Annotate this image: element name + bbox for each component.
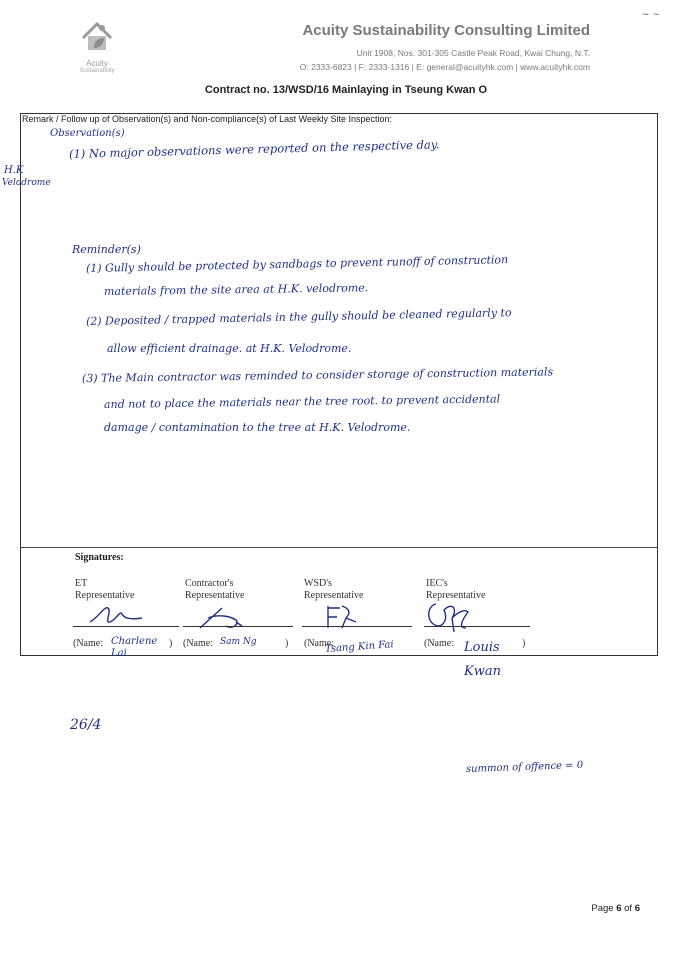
company-name: Acuity Sustainability Consulting Limited [302,22,590,39]
wsd-name-label: (Name: [304,638,334,649]
contractor-name: Sam Ng [220,637,257,647]
wsd-name: Tsang Kin Fai [324,639,394,655]
date-note: 26/4 [70,717,102,733]
reminder-line: damage / contamination to the tree at H.K. Velodrome. [104,421,411,434]
et-signature-line [73,626,179,627]
contractor-close-paren: ) [285,638,289,649]
reminder-line: (1) Gully should be protected by sandbags to prevent runoff of construction [85,253,509,275]
reminder-line: (3) The Main contractor was reminded to consider storage of construction materials [81,365,554,385]
wsd-signature-line [302,626,412,627]
page-number: Page 6 of 6 [591,903,640,914]
contract-title: Contract no. 13/WSD/16 Mainlaying in Tseung Kwan O [204,84,488,96]
remark-label: Remark / Follow up of Observation(s) and Non-compliance(s) of Last Weekly Site Inspection: [22,114,392,124]
et-close-paren: ) [169,638,173,649]
et-role: ET Representative [75,578,135,601]
reminder-line: (2) Deposited / trapped materials in the gully should be cleaned regularly to [85,306,512,328]
margin-note-line-2: Velodrome [2,178,51,188]
company-contact: O: 2333-6823 | F: 2333-1316 | E: general@acuityhk.com | www.acuityhk.com [299,62,590,72]
et-name-label: (Name: [73,638,103,649]
wsd-role: WSD's Representative [304,578,364,601]
contractor-role: Contractor's Representative [185,578,245,601]
observation-item: (1) No major observations were reported on the respective day. [68,137,440,161]
reminder-line: and not to place the materials near the tree root. to prevent accidental [103,392,501,411]
margin-note-line-1: H.K [4,165,24,176]
observation-heading: Observation(s) [50,128,125,139]
company-logo [62,18,132,76]
iec-close-paren: ) [522,638,526,649]
iec-role: IEC's Representative [426,578,486,601]
contractor-signature [196,604,252,634]
iec-name: Louis Kwan [464,640,501,679]
iec-signature [422,598,476,634]
logo-name: Acuity [86,59,108,68]
reminder-line: allow efficient drainage. at H.K. Velodrome. [107,342,352,355]
house-leaf-logo-icon [77,18,117,54]
reminder-heading: Reminder(s) [72,243,141,256]
iec-name-label: (Name: [424,638,454,649]
summons-note: summon of offence = 0 [465,759,584,775]
company-address: Unit 1908, Nos. 301-305 Castle Peak Road, Kwai Chung, N.T. [356,48,590,58]
wsd-signature [322,602,362,632]
signature-separator [20,547,658,548]
contractor-signature-line [183,626,293,627]
et-name: Charlene Lai [111,636,158,659]
iec-signature-line [424,626,530,627]
logo-subtitle: Sustainability [79,68,115,74]
signatures-title: Signatures: [75,552,124,563]
contractor-name-label: (Name: [183,638,213,649]
corner-scribble: ~ ~ [642,10,660,20]
et-signature [86,602,146,628]
reminder-line: materials from the site area at H.K. velodrome. [103,281,369,298]
